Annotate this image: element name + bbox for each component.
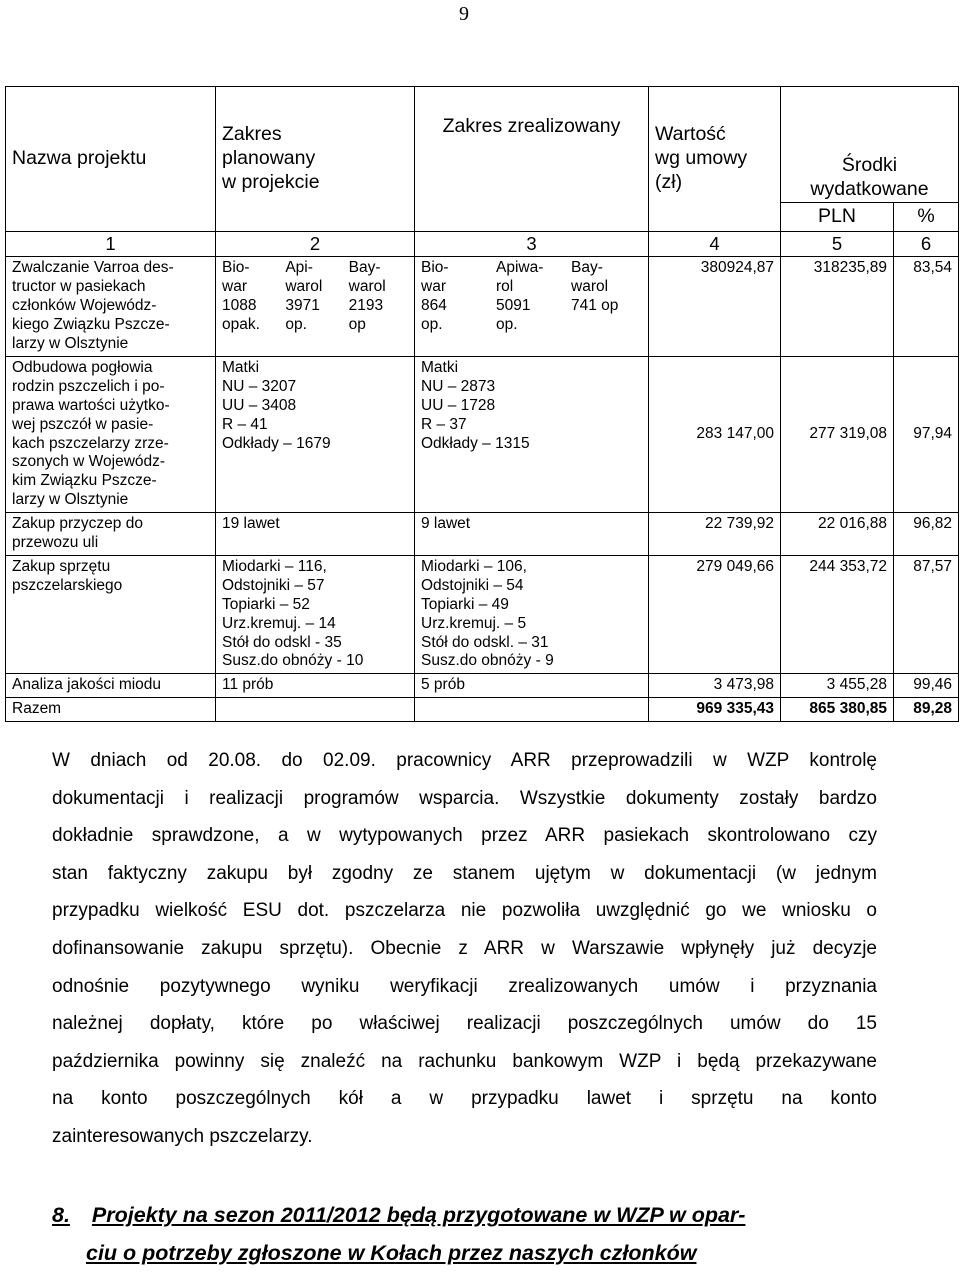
table-row xyxy=(6,513,959,556)
planned-scope: 11 prób xyxy=(216,674,415,698)
page-number: 9 xyxy=(459,3,469,25)
spent-pln: 22 016,88 xyxy=(781,513,894,556)
project-name: Zakup przyczep do przewozu uli xyxy=(6,513,216,556)
contract-value: 380924,87 xyxy=(649,257,781,357)
section-title-line: ciu o potrzeby zgłoszone w Kołach przez naszych członków xyxy=(86,1241,697,1265)
spent-pln: 318235,89 xyxy=(781,257,894,357)
table-header-row xyxy=(6,87,959,203)
empty-cell xyxy=(216,698,415,722)
spent-pct: 96,82 xyxy=(894,513,959,556)
header-planned-scope: Zakres planowany w projekcie xyxy=(216,87,415,232)
header-realized-scope: Zakres zrealizowany xyxy=(415,87,649,232)
table-row xyxy=(6,356,959,512)
spent-pln: 3 455,28 xyxy=(781,674,894,698)
project-name: Odbudowa pogłowia rodzin pszczelich i po- prawa wartości użytko- wej pszczół w pasie- kach pszczelarzy zrze- szonych w Wojewódz- kim Związku Pszcze- larzy w Olsztynie xyxy=(6,356,216,512)
realized-scope: 5 prób xyxy=(415,674,649,698)
section-heading xyxy=(52,1196,932,1272)
total-row xyxy=(6,698,959,722)
header-funds-spent: Środki wydatkowane xyxy=(781,87,959,203)
spent-pct: 97,94 xyxy=(894,356,959,512)
header-pln: PLN xyxy=(781,203,894,232)
planned-scope: Bio- war 1088 opak. Api- warol 3971 op. Bay- warol 2193 op xyxy=(216,257,415,357)
spent-pln: 244 353,72 xyxy=(781,555,894,673)
project-name: Analiza jakości miodu xyxy=(6,674,216,698)
planned-scope: Matki NU – 3207 UU – 3408 R – 41 Odkłady – 1679 xyxy=(216,356,415,512)
column-number: 6 xyxy=(894,231,959,257)
header-pct: % xyxy=(894,203,959,232)
column-number: 1 xyxy=(6,231,216,257)
realized-scope: 9 lawet xyxy=(415,513,649,556)
realized-scope: Miodarki – 106, Odstojniki – 54 Topiarki – 49 Urz.kremuj. – 5 Stół do odskl. – 31 Susz.do obnóży - 9 xyxy=(415,555,649,673)
planned-scope: 19 lawet xyxy=(216,513,415,556)
empty-cell xyxy=(415,698,649,722)
column-number: 3 xyxy=(415,231,649,257)
table-row xyxy=(6,257,959,357)
spent-pct: 87,57 xyxy=(894,555,959,673)
header-project-name: Nazwa projektu xyxy=(6,87,216,232)
realized-scope: Matki NU – 2873 UU – 1728 R – 37 Odkłady – 1315 xyxy=(415,356,649,512)
total-label: Razem xyxy=(6,698,216,722)
body-paragraph: W dniach od 20.08. do 02.09. pracownicy ARR przeprowadzili w WZP kontrolę dokumentacji i realizacji programów wsparcia. Wszystkie dokumenty zostały bardzo dokładnie sprawdzone, a w wytypowanych przez ARR pasiekach skontrolowano czy stan faktyczny zakupu był zgodny ze stanem ujętym w dokumentacji (w jednym przypadku wielkość ESU dot. pszczelarza nie pozwoliła uwzględnić go we wniosku o dofinansowanie zakupu sprzętu). Obecnie z ARR w Warszawie wpłynęły już decyzje odnośnie pozytywnego wyniku weryfikacji zrealizowanych umów i przyznania należnej dopłaty, które po właściwej realizacji poszczególnych umów do 15 października powinny się znaleźć na rachunku bankowym WZP i będą przekazywane na konto poszczególnych kół a w przypadku lawet i sprzętu na konto zainteresowanych pszczelarzy. xyxy=(52,750,877,1147)
realized-scope: Bio- war 864 op. Apiwa- rol 5091 op. Bay- warol 741 op xyxy=(415,257,649,357)
section-number: 8. xyxy=(52,1203,70,1227)
column-number: 2 xyxy=(216,231,415,257)
spent-pct: 83,54 xyxy=(894,257,959,357)
spent-pln: 277 319,08 xyxy=(781,356,894,512)
planned-scope: Miodarki – 116, Odstojniki – 57 Topiarki – 52 Urz.kremuj. – 14 Stół do odskl - 35 Susz.do obnóży - 10 xyxy=(216,555,415,673)
table-row xyxy=(6,674,959,698)
column-number: 5 xyxy=(781,231,894,257)
total-spent-pct: 89,28 xyxy=(894,698,959,722)
header-contract-value: Wartość wg umowy (zł) xyxy=(649,87,781,232)
table-row xyxy=(6,555,959,673)
contract-value: 283 147,00 xyxy=(649,356,781,512)
project-name: Zwalczanie Varroa des- tructor w pasiekach członków Wojewódz- kiego Związku Pszcze- larzy w Olsztynie xyxy=(6,257,216,357)
contract-value: 279 049,66 xyxy=(649,555,781,673)
contract-value: 22 739,92 xyxy=(649,513,781,556)
projects-table xyxy=(5,86,959,722)
section-title-line: Projekty na sezon 2011/2012 będą przygotowane w WZP w opar- xyxy=(91,1203,746,1227)
column-number: 4 xyxy=(649,231,781,257)
contract-value: 3 473,98 xyxy=(649,674,781,698)
column-numbers-row xyxy=(6,231,959,257)
spent-pct: 99,46 xyxy=(894,674,959,698)
total-spent-pln: 865 380,85 xyxy=(781,698,894,722)
total-value: 969 335,43 xyxy=(649,698,781,722)
project-name: Zakup sprzętu pszczelarskiego xyxy=(6,555,216,673)
